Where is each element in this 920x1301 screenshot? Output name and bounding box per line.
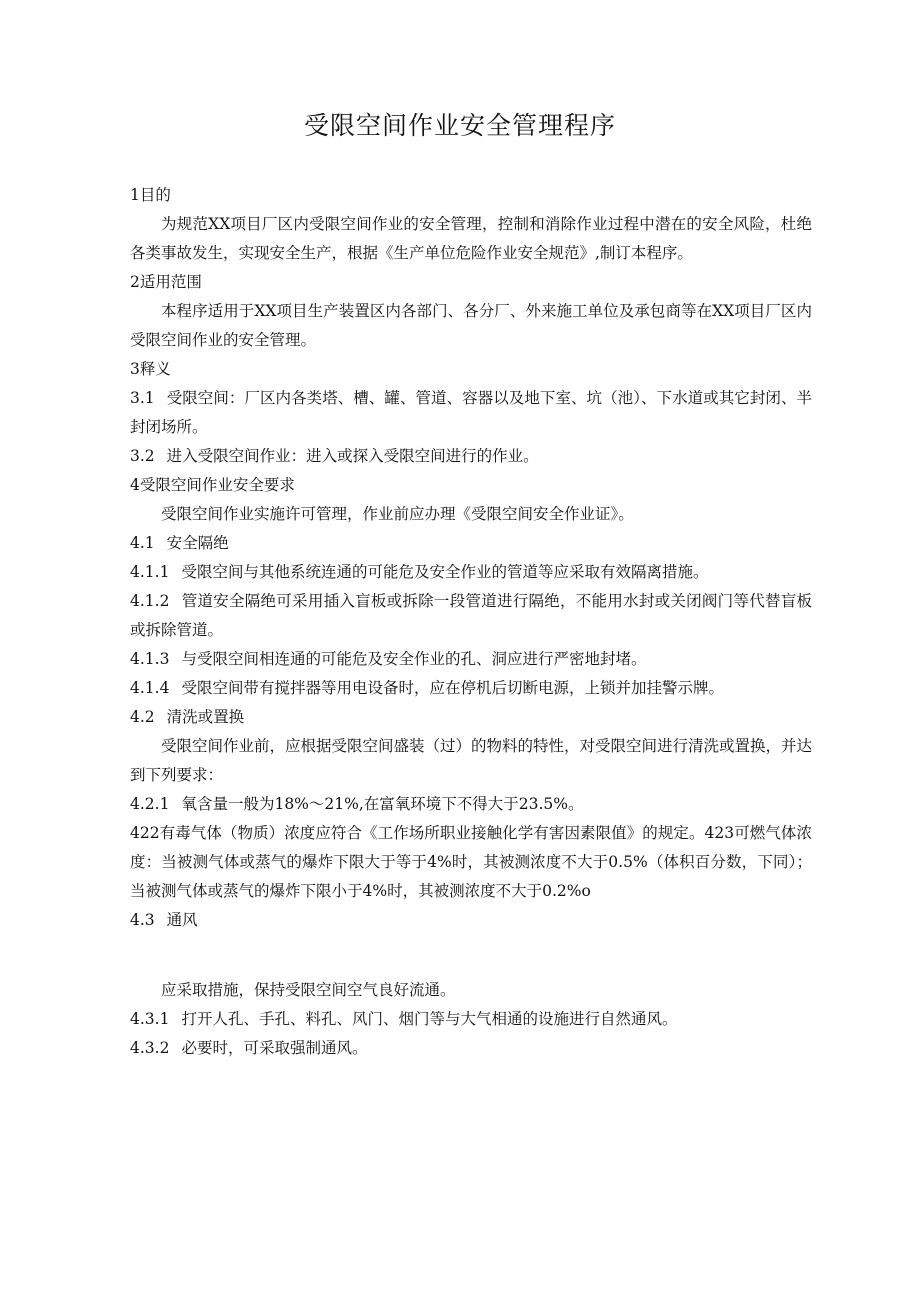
clause-number: 3.1 — [130, 389, 155, 407]
clause-number: 4.1.2 — [130, 592, 170, 610]
clause-text: 打开人孔、手孔、料孔、风门、烟门等与大气相通的设施进行自然通风。 — [181, 1010, 678, 1028]
paragraph: 受限空间作业前，应根据受限空间盛装（过）的物料的特性，对受限空间进行清洗或置换，并达到下列要求： — [130, 737, 813, 784]
numbered-clause — [130, 1034, 812, 1063]
clause-text: 受限空间：厂区内各类塔、槽、罐、管道、容器以及地下室、坑（池）、下水道或其它封闭、半封闭场所。 — [130, 389, 812, 436]
section-heading: 2适用范围 — [130, 273, 202, 291]
clause-number: 4.1 — [130, 534, 155, 552]
paragraph: 受限空间作业实施许可管理，作业前应办理《受限空间安全作业证》。 — [161, 505, 634, 523]
clause-number: 4.3.2 — [130, 1039, 170, 1057]
clause-text: 通风 — [166, 911, 198, 929]
spacer — [130, 951, 812, 961]
document-body — [130, 181, 812, 1063]
clause-text: 清洗或置换 — [166, 708, 245, 726]
section-heading: 1目的 — [130, 186, 171, 204]
numbered-clause — [130, 703, 812, 732]
section-heading: 422有毒气体（物质）浓度应符合《工作场所职业接触化学有害因素限值》的规定。423可燃气体浓度：当被测气体或蒸气的爆炸下限大于等于4%时，其被测浓度不大于0.5%（体积百分数，下同）；当被测气体或蒸气的爆炸下限小于4%时，其被测浓度不大于0.2%o — [130, 824, 812, 900]
clause-number: 3.2 — [130, 447, 155, 465]
numbered-clause — [130, 790, 812, 819]
clause-number: 4.2.1 — [130, 795, 170, 813]
clause-number: 4.2 — [130, 708, 155, 726]
clause-number: 4.1.4 — [130, 679, 170, 697]
paragraph: 为规范XX项目厂区内受限空间作业的安全管理，控制和消除作业过程中潜在的安全风险，杜绝各类事故发生，实现安全生产，根据《生产单位危险作业安全规范》,制订本程序。 — [130, 215, 812, 262]
paragraph: 应采取措施，保持受限空间空气良好流通。 — [161, 981, 456, 999]
numbered-clause — [130, 442, 812, 471]
numbered-clause — [130, 906, 812, 935]
clause-text: 受限空间与其他系统连通的可能危及安全作业的管道等应采取有效隔离措施。 — [181, 563, 709, 581]
clause-number: 4.1.3 — [130, 650, 170, 668]
numbered-clause — [130, 674, 812, 703]
clause-number: 4.1.1 — [130, 563, 170, 581]
numbered-clause — [130, 529, 812, 558]
clause-number: 4.3.1 — [130, 1010, 170, 1028]
clause-text: 必要时，可采取强制通风。 — [181, 1039, 368, 1057]
clause-text: 与受限空间相连通的可能危及安全作业的孔、洞应进行严密地封堵。 — [181, 650, 647, 668]
numbered-clause — [130, 558, 812, 587]
document-title: 受限空间作业安全管理程序 — [303, 111, 616, 140]
section-heading: 4受限空间作业安全要求 — [130, 476, 295, 494]
clause-text: 管道安全隔绝可采用插入盲板或拆除一段管道进行隔绝，不能用水封或关闭阀门等代替盲板或拆除管道。 — [130, 592, 812, 639]
clause-text: 安全隔绝 — [166, 534, 229, 552]
numbered-clause — [130, 645, 812, 674]
clause-text: 进入受限空间作业：进入或探入受限空间进行的作业。 — [166, 447, 539, 465]
numbered-clause — [130, 587, 812, 645]
clause-number: 4.3 — [130, 911, 155, 929]
section-heading: 3释义 — [130, 360, 171, 378]
numbered-clause — [130, 1005, 812, 1034]
clause-text: 氧含量一般为18%～21%,在富氧环境下不得大于23.5%。 — [181, 795, 584, 813]
paragraph: 本程序适用于XX项目生产装置区内各部门、各分厂、外来施工单位及承包商等在XX项目厂区内受限空间作业的安全管理。 — [130, 302, 812, 349]
numbered-clause — [130, 384, 812, 442]
clause-text: 受限空间带有搅拌器等用电设备时，应在停机后切断电源，上锁并加挂警示牌。 — [181, 679, 724, 697]
